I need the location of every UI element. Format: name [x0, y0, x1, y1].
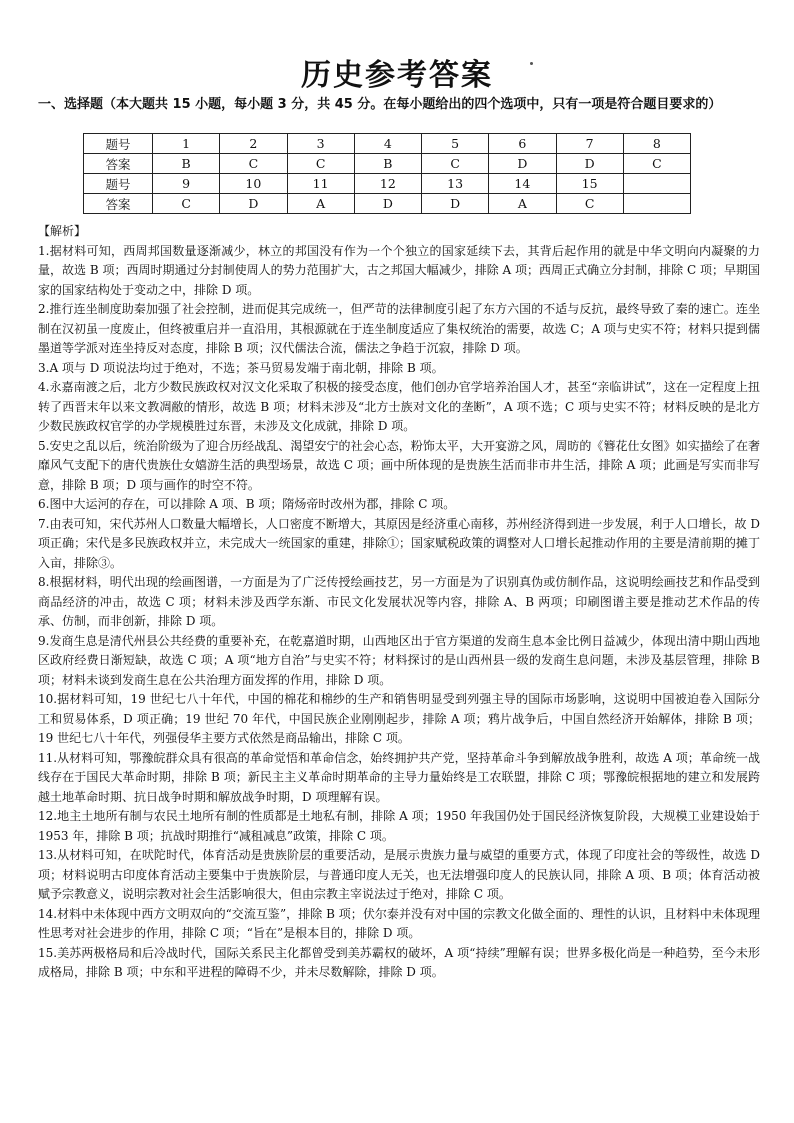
table-row-questions-2: [84, 174, 691, 194]
explanation-2: 2.推行连坐制度助秦加强了社会控制，进而促其完成统一，但严苛的法律制度引起了东方六国的不适与反抗，最终导致了秦的速亡。连坐制在汉初虽一度废止，但终被重启并一直沿用，其根源就在于连坐制度适应了集权统治的需要，故选 C；A 项与史实不符；材料只提到儒墨道等学派对连坐持反对态度，排除 B 项；汉代儒法合流，儒法之争趋于沉寂，排除 D 项。: [38, 302, 760, 355]
explanation-4: 4.永嘉南渡之后，北方少数民族政权对汉文化采取了积极的接受态度，他们创办官学培养治国人才，甚至“亲临讲试”，这在一定程度上扭转了西晋末年以来文教凋敝的情形，故选 B 项；材料未涉及“北方士族对文化的垄断”，A 项不选；C 项与史实不符；材料反映的是北方少数民族政权官学的办学规模胜过东晋，未涉及文化成就，排除 D 项。: [38, 380, 760, 433]
explanation-6: 6.图中大运河的存在，可以排除 A 项、B 项；隋炀帝时改州为郡，排除 C 项。: [38, 497, 456, 511]
explanation-15: 15.美苏两极格局和后冷战时代，国际关系民主化都曾受到美苏霸权的破坏，A 项“持续”理解有误；世界多极化尚是一种趋势，至今未形成格局，排除 B 项；中东和平进程的障碍不少，并未尽数解除，排除 D 项。: [38, 945, 760, 979]
section-heading: 一、选择题（本大题共 15 小题，每小题 3 分，共 45 分。在每小题给出的四个选项中，只有一项是符合题目要求的）: [38, 97, 722, 112]
page-title: 历史参考答案: [301, 58, 493, 93]
answer-table: [83, 133, 691, 214]
table-row-answers-2: [84, 194, 691, 214]
answer-cell: C: [422, 154, 489, 174]
answer-cell: D: [489, 154, 556, 174]
question-number: 10: [220, 174, 287, 194]
row-label: 题号: [84, 134, 153, 154]
answer-cell: A: [287, 194, 354, 214]
explanation-9: 9.发商生息是清代州县公共经费的重要补充，在乾嘉道时期，山西地区出于官方渠道的发商生息本金比例日益减少，体现出清中期山西地区政府经费日渐短缺，故选 C 项；A 项“地方自治”与史实不符；材料探讨的是山西州县一级的发商生息问题，未涉及基层管理，排除 B 项；材料未谈到发商生息在公共治理方面发挥的作用，排除 D 项。: [38, 633, 760, 687]
explanation-7: 7.由表可知，宋代苏州人口数量大幅增长，人口密度不断增大，其原因是经济重心南移，苏州经济得到进一步发展，利于人口增长，故 D 项正确；宋代是多民族政权并立，未完成大一统国家的重建，排除①；国家赋税政策的调整对人口增长起推动作用的主要是清前期的摊丁入亩，排除③。: [38, 516, 760, 570]
question-number: 15: [556, 174, 623, 194]
answer-cell: D: [422, 194, 489, 214]
row-label: 答案: [84, 154, 153, 174]
analysis-section: [38, 222, 760, 983]
question-number: 9: [153, 174, 220, 194]
answer-cell: D: [354, 194, 421, 214]
answer-cell: B: [354, 154, 421, 174]
question-number: 6: [489, 134, 556, 154]
row-label: 题号: [84, 174, 153, 194]
explanation-8: 8.根据材料，明代出现的绘画图谱，一方面是为了广泛传授绘画技艺，另一方面是为了识别真伪或仿制作品，这说明绘画技艺和作品受到商品经济的冲击，故选 C 项；材料未涉及西学东渐、市民文化发展状况等内容，排除 A、B 两项；印刷图谱主要是推动艺术作品的传承、仿制，而非创新，排除 D 项。: [38, 575, 760, 628]
analysis-label: 【解析】: [38, 224, 87, 238]
question-number: 12: [354, 174, 421, 194]
question-number: 7: [556, 134, 623, 154]
explanation-13: 13.从材料可知，在吠陀时代，体育活动是贵族阶层的重要活动，是展示贵族力量与威望的重要方式，体现了印度社会的等级性，故选 D 项；材料说明古印度体育活动主要集中于贵族阶层，与普通印度人无关，也无法增强印度人的民族认同，排除 A 项、B 项；体育活动被赋予宗教意义，说明宗教对社会生活影响很大，但由宗教主宰说法过于绝对，排除 C 项。: [38, 848, 760, 901]
explanation-14: 14.材料中未体现中西方文明双向的“交流互鉴”，排除 B 项；伏尔泰并没有对中国的宗教文化做全面的、理性的认识，且材料中未体现理性思考对社会进步的作用，排除 C 项；“旨在”是根本目的，排除 D 项。: [38, 906, 760, 940]
explanation-3: 3.A 项与 D 项说法均过于绝对，不选；茶马贸易发端于南北朝，排除 B 项。: [38, 360, 444, 375]
question-number: 4: [354, 134, 421, 154]
answer-cell: C: [220, 154, 287, 174]
explanation-12: 12.地主土地所有制与农民土地所有制的性质都是土地私有制，排除 A 项；1950 年我国仍处于国民经济恢复阶段，大规模工业建设始于 1953 年，排除 B 项；抗战时期推行“减租减息”政策，排除 C 项。: [38, 809, 760, 843]
question-number: [623, 174, 690, 194]
answer-cell: C: [287, 154, 354, 174]
explanation-1: 1.据材料可知，西周邦国数量逐渐减少，林立的邦国没有作为一个个独立的国家延续下去，其背后起作用的就是中华文明向内凝聚的力量，故选 B 项；西周时期通过分封制使周人的势力范围扩大，古之邦国大幅减少，排除 A 项；西周正式确立分封制，排除 C 项；早期国家的国家结构处于变动之中，排除 D 项。: [38, 243, 760, 297]
explanation-5: 5.安史之乱以后，统治阶级为了迎合历经战乱、渴望安宁的社会心态，粉饰太平，大开宴游之风，周昉的《簪花仕女图》如实描绘了在奢靡风气支配下的唐代贵族仕女嬉游生活的典型场景，故选 C 项；画中所体现的是贵族生活而非市井生活，排除 A 项；此画是写实而非写意，排除 B 项；D 项与画作的时空不符。: [38, 438, 760, 492]
answer-cell: [623, 194, 690, 214]
question-number: 11: [287, 174, 354, 194]
answer-cell: C: [153, 194, 220, 214]
question-number: 14: [489, 174, 556, 194]
question-number: 8: [623, 134, 690, 154]
question-number: 1: [153, 134, 220, 154]
question-number: 13: [422, 174, 489, 194]
answer-cell: C: [556, 194, 623, 214]
question-number: 5: [422, 134, 489, 154]
table-row-answers-1: [84, 154, 691, 174]
answer-cell: A: [489, 194, 556, 214]
explanation-10: 10.据材料可知，19 世纪七八十年代，中国的棉花和棉纱的生产和销售明显受到列强主导的国际市场影响，这说明中国被迫卷入国际分工和贸易体系，D 项正确；19 世纪 70 年代，中国民族企业刚刚起步，排除 A 项；鸦片战争后，中国自然经济开始解体，排除 B 项；19 世纪七八十年代，列强侵华主要方式依然是商品输出，排除 C 项。: [38, 692, 760, 745]
question-number: 3: [287, 134, 354, 154]
answer-cell: B: [153, 154, 220, 174]
question-number: 2: [220, 134, 287, 154]
answer-cell: C: [623, 154, 690, 174]
answer-cell: D: [556, 154, 623, 174]
answer-cell: D: [220, 194, 287, 214]
explanation-11: 11.从材料可知，鄂豫皖群众具有很高的革命觉悟和革命信念，始终拥护共产党，坚持革命斗争到解放战争胜利，故选 A 项；革命统一战线存在于国民大革命时期，排除 B 项；新民主主义革命时期革命的主导力量始终是工农联盟，排除 C 项；鄂豫皖根据地的建立和发展跨越土地革命时期、抗日战争时期和解放战争时期，D 项理解有误。: [38, 750, 760, 804]
row-label: 答案: [84, 194, 153, 214]
table-row-questions-1: [84, 134, 691, 154]
